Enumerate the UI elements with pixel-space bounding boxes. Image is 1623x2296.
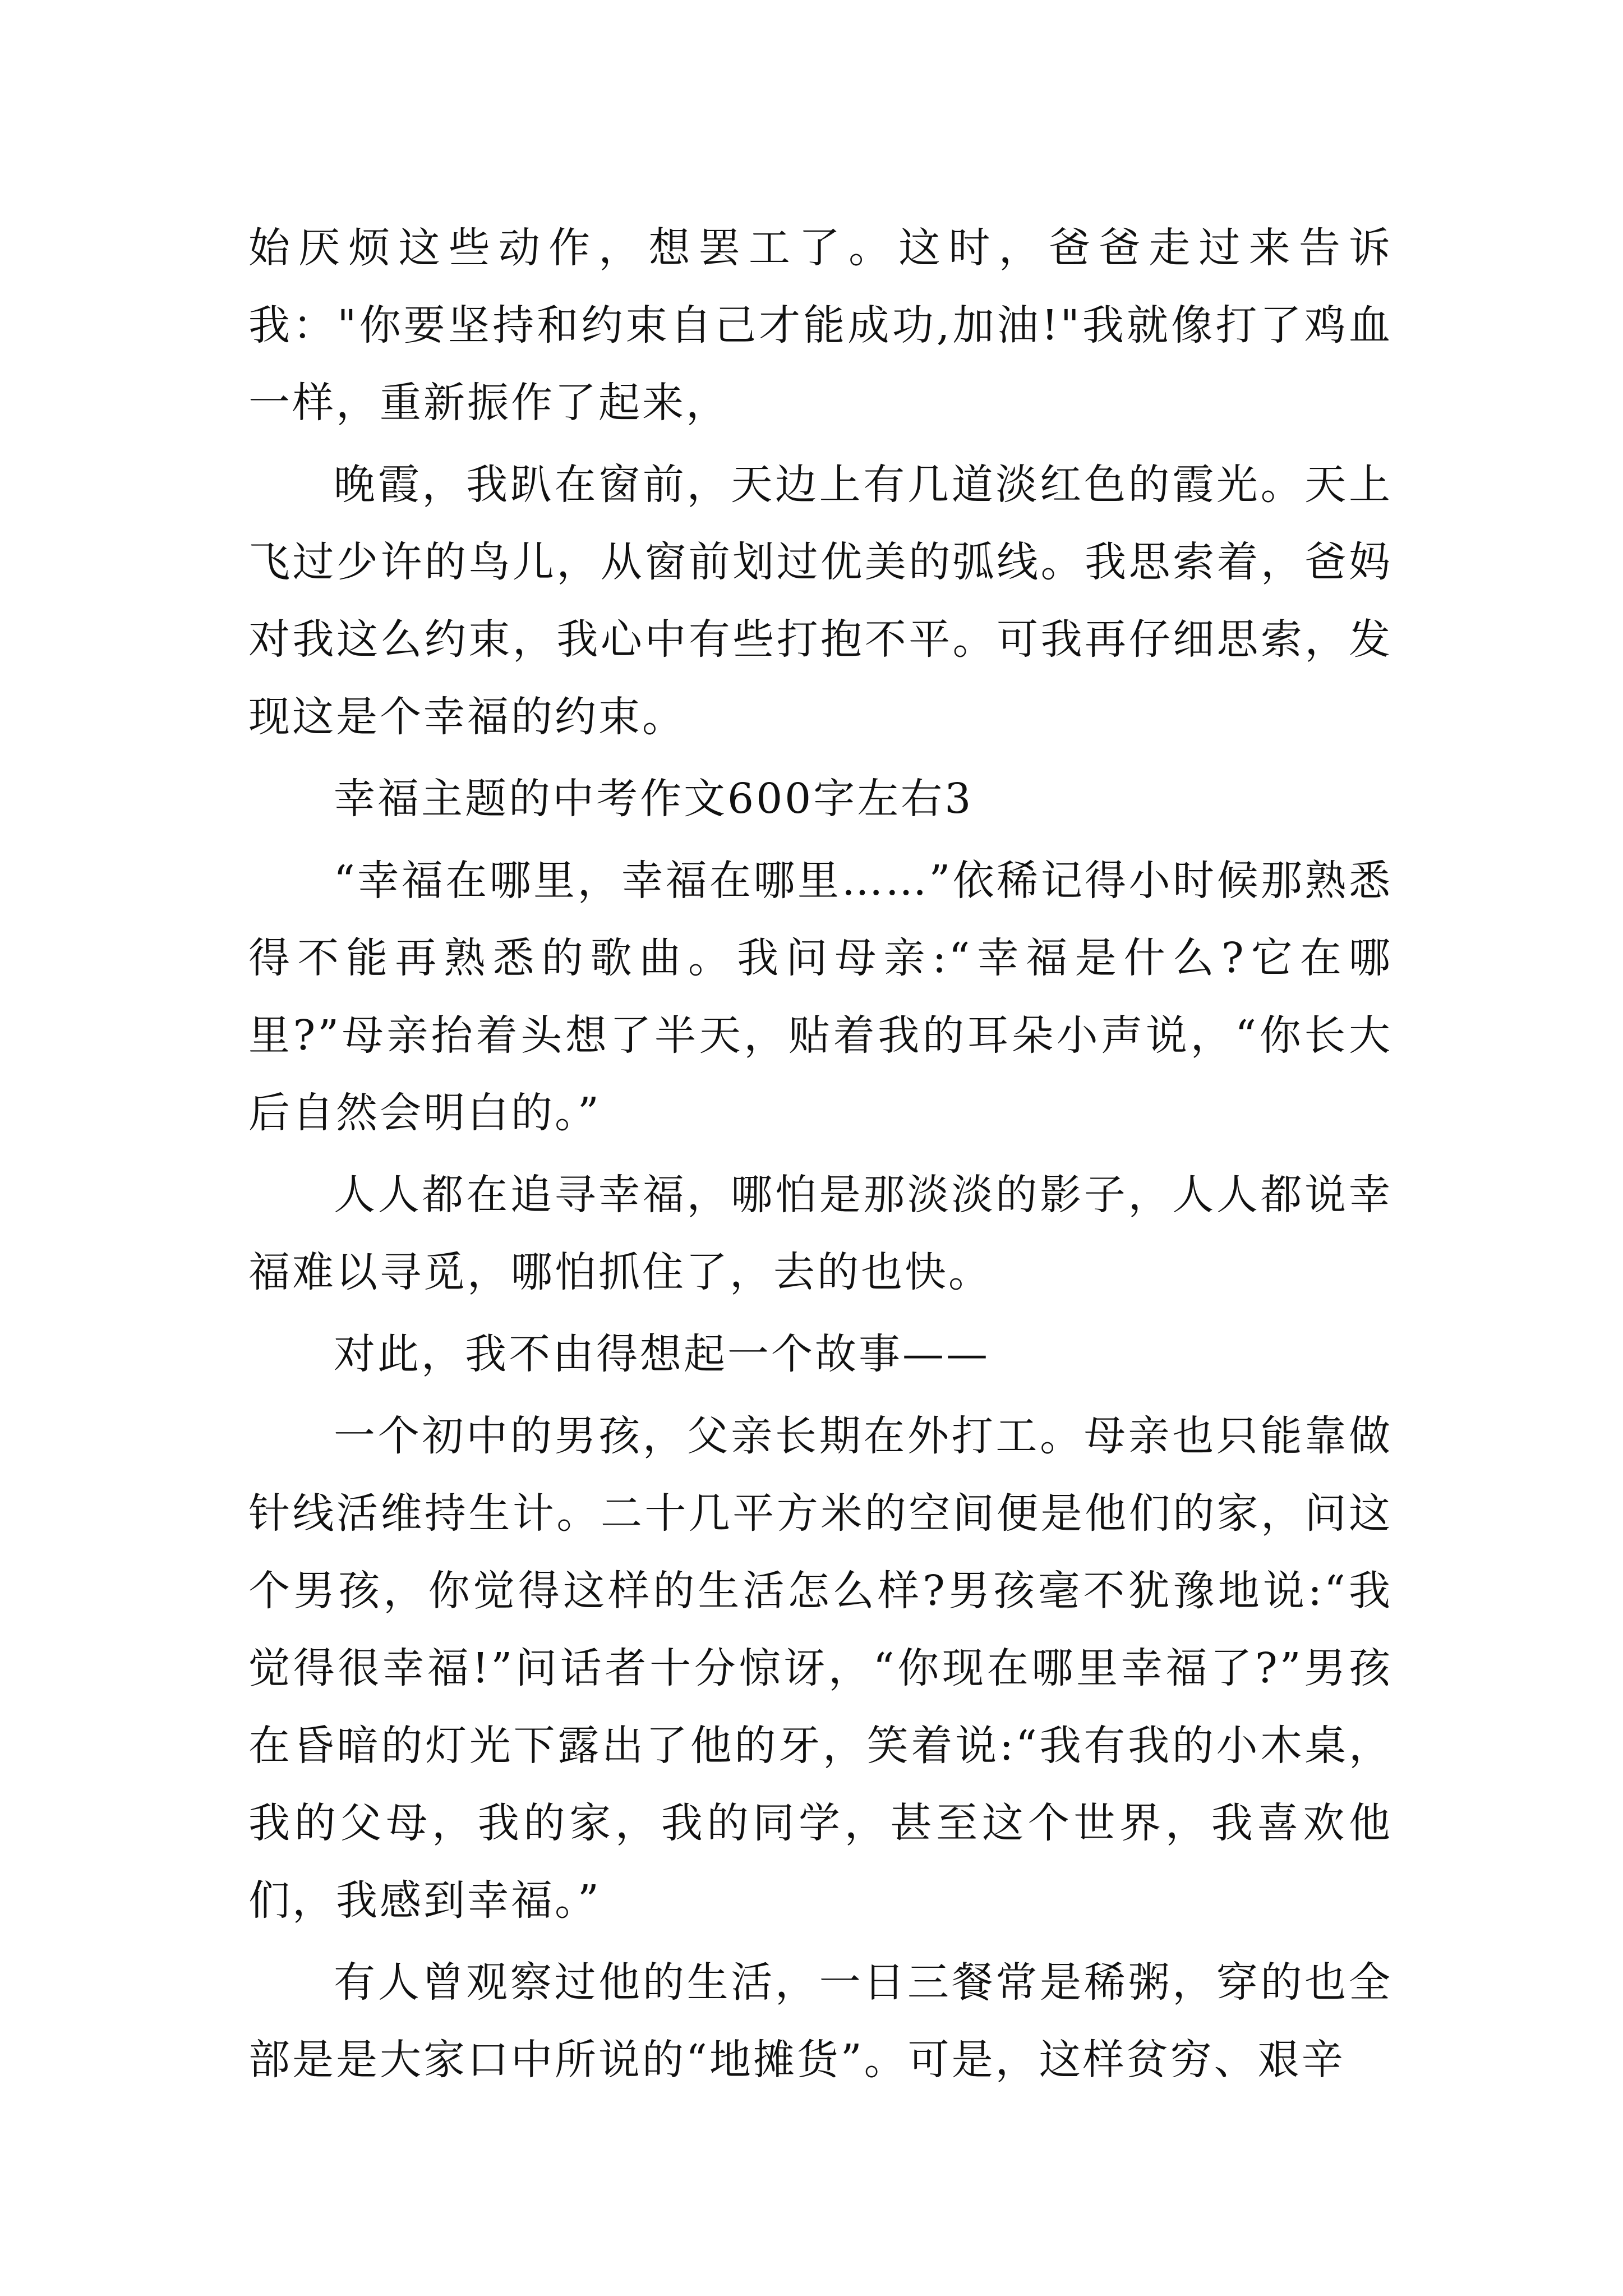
paragraph: 晚霞，我趴在窗前，天边上有几道淡红色的霞光。天上飞过少许的鸟儿，从窗前划过优美的弧线。我思索着，爸妈对我这么约束，我心中有些打抱不平。可我再仔细思索，发现这是个幸福的约束。 bbox=[248, 461, 1393, 741]
paragraph: 人人都在追寻幸福，哪怕是那淡淡的影子，人人都说幸福难以寻觅，哪怕抓住了，去的也快。 bbox=[248, 1171, 1393, 1296]
section-heading: 幸福主题的中考作文600字左右3 bbox=[334, 775, 974, 823]
paragraph: 一个初中的男孩，父亲长期在外打工。母亲也只能靠做针线活维持生计。二十几平方米的空间便是他们的家，问这个男孩，你觉得这样的生活怎么样?男孩毫不犹豫地说:“我觉得很幸福!”问话者十分惊讶，“你现在哪里幸福了?”男孩在昏暗的灯光下露出了他的牙，笑着说:“我有我的小木桌，我的父母，我的家，我的同学，甚至这个世界，我喜欢他们，我感到幸福。” bbox=[248, 1412, 1393, 1925]
paragraph: 对此，我不由得想起一个故事—— bbox=[334, 1330, 990, 1378]
paragraph: 有人曾观察过他的生活，一日三餐常是稀粥，穿的也全部是是大家口中所说的“地摊货”。可是，这样贫穷、艰辛 bbox=[248, 1958, 1393, 2084]
document-body bbox=[248, 209, 1393, 2103]
paragraph: 始厌烦这些动作，想罢工了。这时，爸爸走过来告诉我："你要坚持和约束自己才能成功,加油!"我就像打了鸡血一样，重新振作了起来， bbox=[248, 224, 1393, 427]
paragraph: “幸福在哪里，幸福在哪里……”依稀记得小时候那熟悉得不能再熟悉的歌曲。我问母亲:“幸福是什么?它在哪里?”母亲抬着头想了半天，贴着我的耳朵小声说，“你长大后自然会明白的。” bbox=[248, 857, 1393, 1137]
